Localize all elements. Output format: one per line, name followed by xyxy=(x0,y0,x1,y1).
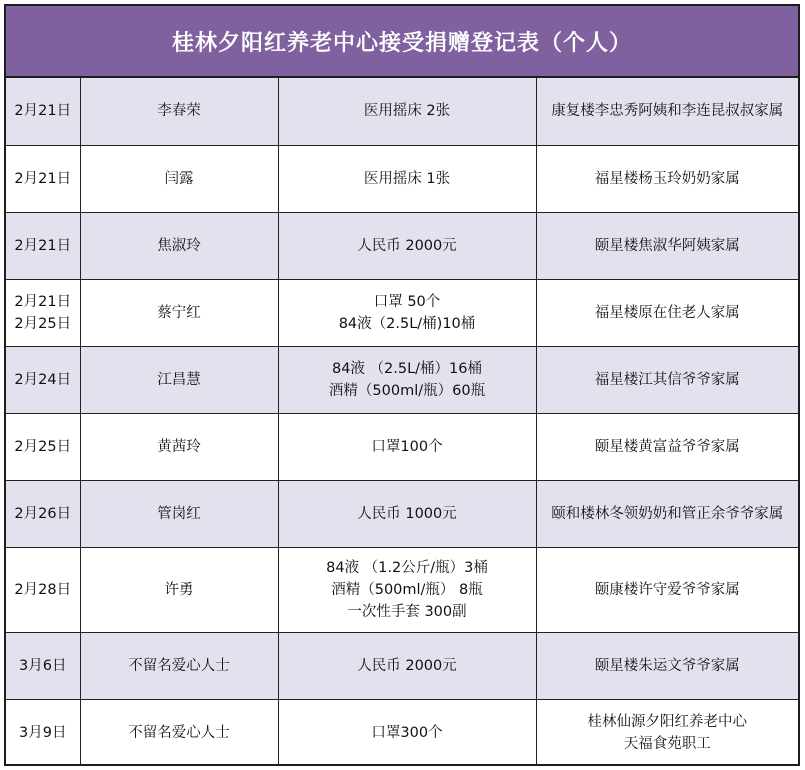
donor-name-cell: 黄茜玲 xyxy=(80,413,278,480)
table-row xyxy=(6,78,798,145)
date-cell: 2月28日 xyxy=(6,547,80,632)
donor-name-cell: 蔡宁红 xyxy=(80,279,278,346)
date-cell: 2月21日 2月25日 xyxy=(6,279,80,346)
donated-items-cell: 医用摇床 1张 xyxy=(278,145,536,212)
donated-items-cell: 口罩 50个 84液（2.5L/桶)10桶 xyxy=(278,279,536,346)
date-cell: 2月21日 xyxy=(6,78,80,145)
table-row xyxy=(6,212,798,279)
date-cell: 2月21日 xyxy=(6,145,80,212)
relation-cell: 颐康楼许守爱爷爷家属 xyxy=(536,547,798,632)
donor-name-cell: 江昌慧 xyxy=(80,346,278,413)
donor-name-cell: 管岗红 xyxy=(80,480,278,547)
donation-table xyxy=(6,78,798,766)
relation-cell: 颐星楼黄富益爷爷家属 xyxy=(536,413,798,480)
table-row xyxy=(6,346,798,413)
relation-cell: 福星楼江其信爷爷家属 xyxy=(536,346,798,413)
donated-items-cell: 人民币 2000元 xyxy=(278,212,536,279)
donated-items-cell: 84液 （1.2公斤/瓶）3桶 酒精（500ml/瓶） 8瓶 一次性手套 300副 xyxy=(278,547,536,632)
date-cell: 2月24日 xyxy=(6,346,80,413)
table-row xyxy=(6,279,798,346)
donor-name-cell: 闫露 xyxy=(80,145,278,212)
donor-name-cell: 焦淑玲 xyxy=(80,212,278,279)
relation-cell: 颐星楼焦淑华阿姨家属 xyxy=(536,212,798,279)
date-cell: 3月9日 xyxy=(6,699,80,766)
page-title: 桂林夕阳红养老中心接受捐赠登记表（个人） xyxy=(6,6,798,78)
relation-cell: 颐星楼朱运文爷爷家属 xyxy=(536,632,798,699)
donated-items-cell: 84液 （2.5L/桶）16桶 酒精（500ml/瓶）60瓶 xyxy=(278,346,536,413)
donor-name-cell: 许勇 xyxy=(80,547,278,632)
table-row xyxy=(6,699,798,766)
donor-name-cell: 不留名爱心人士 xyxy=(80,632,278,699)
donated-items-cell: 医用摇床 2张 xyxy=(278,78,536,145)
donor-name-cell: 不留名爱心人士 xyxy=(80,699,278,766)
relation-cell: 桂林仙源夕阳红养老中心 天福食苑职工 xyxy=(536,699,798,766)
relation-cell: 颐和楼林冬领奶奶和管正余爷爷家属 xyxy=(536,480,798,547)
donated-items-cell: 口罩100个 xyxy=(278,413,536,480)
donated-items-cell: 人民币 1000元 xyxy=(278,480,536,547)
relation-cell: 康复楼李忠秀阿姨和李连昆叔叔家属 xyxy=(536,78,798,145)
date-cell: 2月25日 xyxy=(6,413,80,480)
table-row xyxy=(6,547,798,632)
table-row xyxy=(6,413,798,480)
table-row xyxy=(6,632,798,699)
donated-items-cell: 人民币 2000元 xyxy=(278,632,536,699)
donor-name-cell: 李春荣 xyxy=(80,78,278,145)
table-row xyxy=(6,145,798,212)
table-row xyxy=(6,480,798,547)
relation-cell: 福星楼杨玉玲奶奶家属 xyxy=(536,145,798,212)
date-cell: 2月21日 xyxy=(6,212,80,279)
date-cell: 3月6日 xyxy=(6,632,80,699)
donation-register-sheet xyxy=(4,4,800,766)
donated-items-cell: 口罩300个 xyxy=(278,699,536,766)
relation-cell: 福星楼原在住老人家属 xyxy=(536,279,798,346)
date-cell: 2月26日 xyxy=(6,480,80,547)
